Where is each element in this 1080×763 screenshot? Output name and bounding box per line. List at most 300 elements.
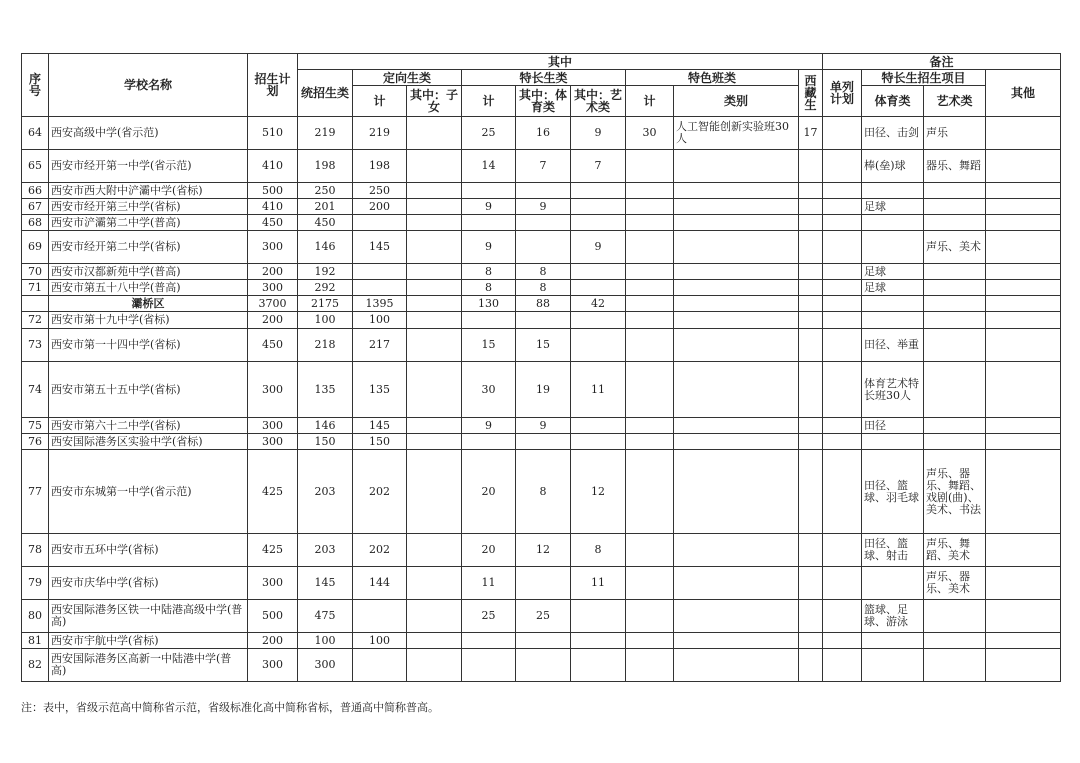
feature-category-cell <box>674 633 799 649</box>
specialty-sports-cell <box>516 215 571 231</box>
single-plan-cell <box>823 434 862 450</box>
seq-cell <box>22 296 49 312</box>
tibet-cell <box>799 231 823 264</box>
feature-category-cell <box>674 600 799 633</box>
specialty-arts-cell <box>571 633 626 649</box>
school-name-cell: 西安市西大附中浐灞中学(省标) <box>49 183 248 199</box>
specialty-arts-cell <box>571 312 626 329</box>
specialty-total-cell: 130 <box>462 296 516 312</box>
seq-cell: 71 <box>22 280 49 296</box>
plan-cell: 300 <box>248 649 298 682</box>
specialty-sports-cell: 16 <box>516 117 571 150</box>
feature-category-cell <box>674 280 799 296</box>
other-cell <box>986 633 1061 649</box>
unified-cell: 218 <box>298 329 353 362</box>
feature-category-cell <box>674 534 799 567</box>
header-unified: 统招生类 <box>298 70 353 117</box>
sports-items-cell <box>862 649 924 682</box>
school-name-cell: 西安市浐灞第二中学(普高) <box>49 215 248 231</box>
arts-items-cell <box>924 649 986 682</box>
school-name-cell: 西安市经开第三中学(省标) <box>49 199 248 215</box>
header-remarks: 备注 <box>823 54 1061 70</box>
feature-category-cell <box>674 649 799 682</box>
other-cell <box>986 534 1061 567</box>
directed-children-cell <box>407 567 462 600</box>
table-row <box>22 150 1061 183</box>
seq-cell: 76 <box>22 434 49 450</box>
specialty-total-cell: 15 <box>462 329 516 362</box>
other-cell <box>986 199 1061 215</box>
specialty-sports-cell: 8 <box>516 280 571 296</box>
sports-items-cell: 足球 <box>862 280 924 296</box>
feature-total-cell <box>626 199 674 215</box>
directed-total-cell <box>353 280 407 296</box>
arts-items-cell: 声乐 <box>924 117 986 150</box>
unified-cell: 300 <box>298 649 353 682</box>
single-plan-cell <box>823 231 862 264</box>
school-name-cell: 西安国际港务区实验中学(省标) <box>49 434 248 450</box>
tibet-cell <box>799 418 823 434</box>
directed-total-cell: 144 <box>353 567 407 600</box>
school-name-cell: 西安市第五十八中学(普高) <box>49 280 248 296</box>
tibet-cell <box>799 264 823 280</box>
seq-cell: 67 <box>22 199 49 215</box>
feature-total-cell <box>626 329 674 362</box>
plan-cell: 300 <box>248 280 298 296</box>
plan-cell: 500 <box>248 600 298 633</box>
specialty-sports-cell: 15 <box>516 329 571 362</box>
other-cell <box>986 296 1061 312</box>
single-plan-cell <box>823 296 862 312</box>
unified-cell: 219 <box>298 117 353 150</box>
directed-children-cell <box>407 312 462 329</box>
specialty-total-cell <box>462 312 516 329</box>
plan-cell: 500 <box>248 183 298 199</box>
plan-cell: 450 <box>248 329 298 362</box>
specialty-sports-cell: 19 <box>516 362 571 418</box>
header-items-sports: 体育类 <box>862 86 924 117</box>
seq-cell: 66 <box>22 183 49 199</box>
specialty-sports-cell: 8 <box>516 264 571 280</box>
unified-cell: 203 <box>298 534 353 567</box>
table-row <box>22 534 1061 567</box>
arts-items-cell <box>924 362 986 418</box>
unified-cell: 135 <box>298 362 353 418</box>
other-cell <box>986 450 1061 534</box>
specialty-total-cell: 25 <box>462 117 516 150</box>
tibet-cell <box>799 600 823 633</box>
table-row <box>22 649 1061 682</box>
table-row <box>22 280 1061 296</box>
header-items-arts: 艺术类 <box>924 86 986 117</box>
sports-items-cell: 田径、篮球、射击 <box>862 534 924 567</box>
sports-items-cell <box>862 296 924 312</box>
specialty-arts-cell: 9 <box>571 231 626 264</box>
plan-cell: 300 <box>248 418 298 434</box>
header-specialty-total: 计 <box>462 86 516 117</box>
sports-items-cell <box>862 633 924 649</box>
school-name-cell: 西安市庆华中学(省标) <box>49 567 248 600</box>
specialty-total-cell: 8 <box>462 264 516 280</box>
school-name-cell: 西安高级中学(省示范) <box>49 117 248 150</box>
plan-cell: 200 <box>248 633 298 649</box>
table-row <box>22 450 1061 534</box>
other-cell <box>986 362 1061 418</box>
single-plan-cell <box>823 649 862 682</box>
feature-total-cell <box>626 150 674 183</box>
arts-items-cell <box>924 633 986 649</box>
other-cell <box>986 418 1061 434</box>
school-name-cell: 西安国际港务区铁一中陆港高级中学(普高) <box>49 600 248 633</box>
arts-items-cell <box>924 329 986 362</box>
specialty-arts-cell <box>571 649 626 682</box>
school-name-cell: 西安市经开第一中学(省示范) <box>49 150 248 183</box>
directed-children-cell <box>407 231 462 264</box>
feature-total-cell <box>626 312 674 329</box>
specialty-arts-cell: 8 <box>571 534 626 567</box>
tibet-cell <box>799 296 823 312</box>
directed-total-cell: 100 <box>353 312 407 329</box>
specialty-total-cell: 20 <box>462 450 516 534</box>
table-row <box>22 231 1061 264</box>
seq-cell: 79 <box>22 567 49 600</box>
arts-items-cell: 声乐、器乐、舞蹈、戏剧(曲)、美术、书法 <box>924 450 986 534</box>
unified-cell: 250 <box>298 183 353 199</box>
feature-total-cell <box>626 296 674 312</box>
seq-cell: 82 <box>22 649 49 682</box>
specialty-total-cell <box>462 633 516 649</box>
feature-category-cell <box>674 362 799 418</box>
table-row <box>22 215 1061 231</box>
directed-children-cell <box>407 296 462 312</box>
school-name-cell: 西安市第五十五中学(省标) <box>49 362 248 418</box>
feature-total-cell: 30 <box>626 117 674 150</box>
feature-category-cell <box>674 296 799 312</box>
unified-cell: 450 <box>298 215 353 231</box>
arts-items-cell: 声乐、器乐、美术 <box>924 567 986 600</box>
directed-children-cell <box>407 280 462 296</box>
specialty-total-cell <box>462 434 516 450</box>
school-name-cell: 西安市汉都新苑中学(普高) <box>49 264 248 280</box>
other-cell <box>986 434 1061 450</box>
other-cell <box>986 117 1061 150</box>
other-cell <box>986 150 1061 183</box>
specialty-total-cell: 8 <box>462 280 516 296</box>
sports-items-cell: 田径、篮球、羽毛球 <box>862 450 924 534</box>
directed-total-cell: 145 <box>353 231 407 264</box>
header-single: 单列计划 <box>823 70 862 117</box>
tibet-cell <box>799 183 823 199</box>
arts-items-cell <box>924 418 986 434</box>
sports-items-cell: 田径 <box>862 418 924 434</box>
header-feature: 特色班类 <box>626 70 799 86</box>
tibet-cell <box>799 312 823 329</box>
feature-total-cell <box>626 434 674 450</box>
plan-cell: 300 <box>248 567 298 600</box>
specialty-arts-cell: 12 <box>571 450 626 534</box>
specialty-arts-cell: 11 <box>571 567 626 600</box>
tibet-cell <box>799 199 823 215</box>
header-school: 学校名称 <box>49 54 248 117</box>
single-plan-cell <box>823 199 862 215</box>
directed-children-cell <box>407 117 462 150</box>
table-row <box>22 633 1061 649</box>
tibet-cell <box>799 329 823 362</box>
tibet-cell <box>799 567 823 600</box>
specialty-arts-cell: 42 <box>571 296 626 312</box>
specialty-total-cell: 9 <box>462 231 516 264</box>
seq-cell: 70 <box>22 264 49 280</box>
directed-children-cell <box>407 600 462 633</box>
unified-cell: 292 <box>298 280 353 296</box>
arts-items-cell: 声乐、美术 <box>924 231 986 264</box>
arts-items-cell: 声乐、舞蹈、美术 <box>924 534 986 567</box>
feature-category-cell <box>674 199 799 215</box>
unified-cell: 100 <box>298 633 353 649</box>
single-plan-cell <box>823 633 862 649</box>
specialty-sports-cell: 9 <box>516 199 571 215</box>
specialty-sports-cell <box>516 567 571 600</box>
sports-items-cell <box>862 231 924 264</box>
other-cell <box>986 600 1061 633</box>
header-specialty: 特长生类 <box>462 70 626 86</box>
plan-cell: 425 <box>248 450 298 534</box>
seq-cell: 78 <box>22 534 49 567</box>
sports-items-cell: 足球 <box>862 199 924 215</box>
seq-cell: 74 <box>22 362 49 418</box>
specialty-sports-cell <box>516 231 571 264</box>
single-plan-cell <box>823 117 862 150</box>
school-name-cell: 西安市宇航中学(省标) <box>49 633 248 649</box>
plan-cell: 200 <box>248 264 298 280</box>
specialty-sports-cell <box>516 183 571 199</box>
specialty-total-cell: 30 <box>462 362 516 418</box>
table-row <box>22 117 1061 150</box>
seq-cell: 75 <box>22 418 49 434</box>
other-cell <box>986 329 1061 362</box>
specialty-sports-cell: 8 <box>516 450 571 534</box>
single-plan-cell <box>823 264 862 280</box>
specialty-arts-cell <box>571 329 626 362</box>
plan-cell: 450 <box>248 215 298 231</box>
feature-category-cell <box>674 418 799 434</box>
feature-total-cell <box>626 633 674 649</box>
header-specialty-items: 特长生招生项目 <box>862 70 986 86</box>
seq-cell: 64 <box>22 117 49 150</box>
tibet-cell <box>799 150 823 183</box>
directed-total-cell: 145 <box>353 418 407 434</box>
arts-items-cell <box>924 199 986 215</box>
school-name-cell: 西安市第十九中学(省标) <box>49 312 248 329</box>
unified-cell: 145 <box>298 567 353 600</box>
feature-category-cell <box>674 231 799 264</box>
seq-cell: 80 <box>22 600 49 633</box>
table-row <box>22 329 1061 362</box>
specialty-total-cell: 20 <box>462 534 516 567</box>
seq-cell: 72 <box>22 312 49 329</box>
directed-total-cell: 217 <box>353 329 407 362</box>
arts-items-cell <box>924 264 986 280</box>
sports-items-cell: 田径、举重 <box>862 329 924 362</box>
header-specialty-sports: 其中：体育类 <box>516 86 571 117</box>
school-name-cell: 西安国际港务区高新一中陆港中学(普高) <box>49 649 248 682</box>
specialty-sports-cell: 12 <box>516 534 571 567</box>
feature-total-cell <box>626 264 674 280</box>
header-directed-children: 其中：子女 <box>407 86 462 117</box>
specialty-sports-cell: 25 <box>516 600 571 633</box>
directed-total-cell: 202 <box>353 450 407 534</box>
table-row <box>22 600 1061 633</box>
sports-items-cell: 足球 <box>862 264 924 280</box>
directed-children-cell <box>407 199 462 215</box>
plan-cell: 3700 <box>248 296 298 312</box>
directed-children-cell <box>407 362 462 418</box>
directed-total-cell: 202 <box>353 534 407 567</box>
seq-cell: 65 <box>22 150 49 183</box>
single-plan-cell <box>823 567 862 600</box>
plan-cell: 200 <box>248 312 298 329</box>
plan-cell: 410 <box>248 150 298 183</box>
specialty-total-cell: 14 <box>462 150 516 183</box>
sports-items-cell: 篮球、足球、游泳 <box>862 600 924 633</box>
directed-children-cell <box>407 329 462 362</box>
table-row <box>22 434 1061 450</box>
unified-cell: 201 <box>298 199 353 215</box>
specialty-arts-cell <box>571 215 626 231</box>
seq-cell: 77 <box>22 450 49 534</box>
other-cell <box>986 264 1061 280</box>
sports-items-cell: 体育艺术特长班30人 <box>862 362 924 418</box>
directed-total-cell <box>353 215 407 231</box>
specialty-total-cell: 9 <box>462 199 516 215</box>
specialty-total-cell: 25 <box>462 600 516 633</box>
specialty-arts-cell: 9 <box>571 117 626 150</box>
specialty-total-cell <box>462 183 516 199</box>
directed-children-cell <box>407 534 462 567</box>
header-feature-total: 计 <box>626 86 674 117</box>
table-body <box>22 117 1061 682</box>
enrollment-table <box>21 53 1061 682</box>
specialty-arts-cell <box>571 264 626 280</box>
header-directed: 定向生类 <box>353 70 462 86</box>
table-row <box>22 183 1061 199</box>
plan-cell: 300 <box>248 362 298 418</box>
unified-cell: 475 <box>298 600 353 633</box>
directed-total-cell <box>353 649 407 682</box>
specialty-arts-cell <box>571 199 626 215</box>
other-cell <box>986 567 1061 600</box>
tibet-cell <box>799 534 823 567</box>
sports-items-cell <box>862 567 924 600</box>
single-plan-cell <box>823 362 862 418</box>
single-plan-cell <box>823 534 862 567</box>
tibet-cell <box>799 649 823 682</box>
specialty-arts-cell <box>571 600 626 633</box>
seq-cell: 73 <box>22 329 49 362</box>
unified-cell: 150 <box>298 434 353 450</box>
unified-cell: 146 <box>298 231 353 264</box>
plan-cell: 300 <box>248 434 298 450</box>
specialty-arts-cell <box>571 183 626 199</box>
school-name-cell: 西安市经开第二中学(省标) <box>49 231 248 264</box>
table-row <box>22 264 1061 280</box>
arts-items-cell <box>924 215 986 231</box>
specialty-sports-cell: 88 <box>516 296 571 312</box>
unified-cell: 192 <box>298 264 353 280</box>
feature-total-cell <box>626 231 674 264</box>
specialty-arts-cell <box>571 418 626 434</box>
directed-children-cell <box>407 450 462 534</box>
directed-total-cell: 250 <box>353 183 407 199</box>
header-specialty-arts: 其中：艺术类 <box>571 86 626 117</box>
directed-children-cell <box>407 150 462 183</box>
table-row <box>22 418 1061 434</box>
directed-children-cell <box>407 183 462 199</box>
directed-children-cell <box>407 264 462 280</box>
feature-category-cell <box>674 434 799 450</box>
specialty-arts-cell: 11 <box>571 362 626 418</box>
directed-children-cell <box>407 215 462 231</box>
single-plan-cell <box>823 280 862 296</box>
arts-items-cell <box>924 296 986 312</box>
header-plan: 招生计划 <box>248 54 298 117</box>
school-name-cell: 灞桥区 <box>49 296 248 312</box>
header-other: 其他 <box>986 70 1061 117</box>
sports-items-cell <box>862 312 924 329</box>
arts-items-cell: 器乐、舞蹈 <box>924 150 986 183</box>
feature-total-cell <box>626 362 674 418</box>
single-plan-cell <box>823 215 862 231</box>
seq-cell: 81 <box>22 633 49 649</box>
other-cell <box>986 215 1061 231</box>
arts-items-cell <box>924 600 986 633</box>
arts-items-cell <box>924 280 986 296</box>
feature-category-cell <box>674 329 799 362</box>
footnote: 注：表中，省级示范高中简称省示范，省级标准化高中简称省标，普通高中简称普高。 <box>21 701 439 714</box>
seq-cell: 68 <box>22 215 49 231</box>
school-name-cell: 西安市东城第一中学(省示范) <box>49 450 248 534</box>
header-directed-total: 计 <box>353 86 407 117</box>
directed-total-cell: 219 <box>353 117 407 150</box>
arts-items-cell <box>924 312 986 329</box>
plan-cell: 410 <box>248 199 298 215</box>
tibet-cell <box>799 450 823 534</box>
feature-category-cell <box>674 264 799 280</box>
unified-cell: 198 <box>298 150 353 183</box>
specialty-sports-cell <box>516 649 571 682</box>
plan-cell: 425 <box>248 534 298 567</box>
table-row <box>22 199 1061 215</box>
school-name-cell: 西安市第六十二中学(省标) <box>49 418 248 434</box>
single-plan-cell <box>823 183 862 199</box>
feature-total-cell <box>626 418 674 434</box>
feature-category-cell <box>674 567 799 600</box>
other-cell <box>986 312 1061 329</box>
feature-category-cell <box>674 183 799 199</box>
directed-total-cell: 1395 <box>353 296 407 312</box>
feature-total-cell <box>626 534 674 567</box>
feature-category-cell <box>674 150 799 183</box>
unified-cell: 203 <box>298 450 353 534</box>
specialty-sports-cell <box>516 434 571 450</box>
specialty-arts-cell <box>571 280 626 296</box>
directed-total-cell: 198 <box>353 150 407 183</box>
header-seq: 序号 <box>22 54 49 117</box>
feature-category-cell <box>674 312 799 329</box>
directed-total-cell: 135 <box>353 362 407 418</box>
header-tibet: 西藏生 <box>799 70 823 117</box>
feature-category-cell: 人工智能创新实验班30人 <box>674 117 799 150</box>
